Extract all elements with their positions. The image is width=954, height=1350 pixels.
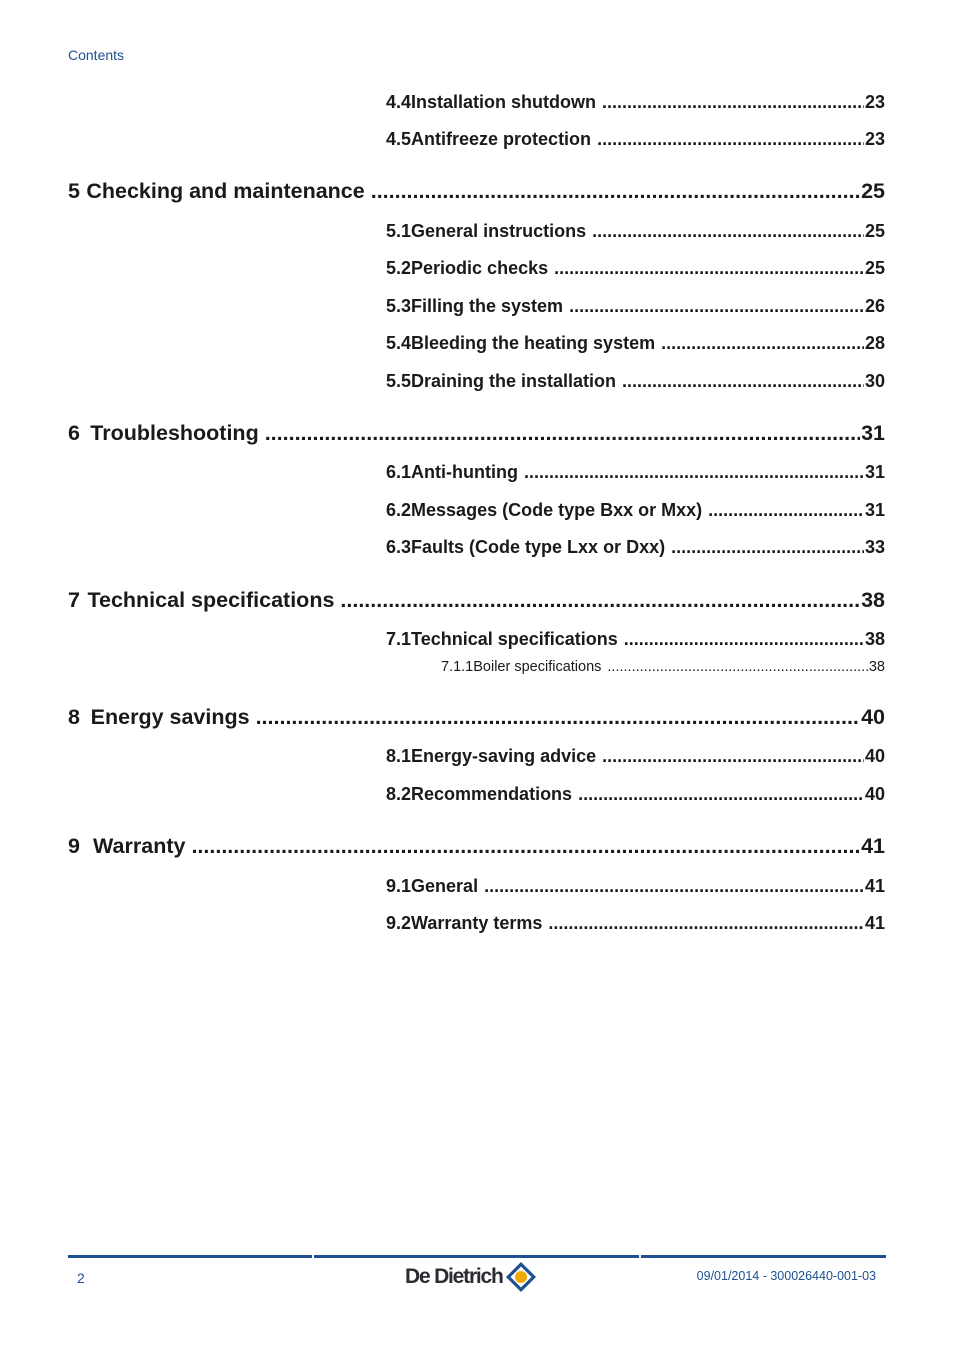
diamond-logo-icon xyxy=(505,1261,537,1293)
toc-entry-page: 25 xyxy=(864,258,885,278)
toc-entry-page: 41 xyxy=(864,913,885,933)
toc-entry-title: Bleeding the heating system xyxy=(411,333,656,353)
toc-entry-level-2[interactable] xyxy=(386,371,885,392)
brand-logo xyxy=(405,1260,537,1294)
toc-entry-page: 31 xyxy=(864,500,885,520)
toc-entry-level-2[interactable] xyxy=(386,221,885,242)
toc-entry-page: 31 xyxy=(861,421,885,445)
toc-dot-leader xyxy=(265,421,860,446)
toc-entry-number: 5.3 xyxy=(386,296,412,316)
toc-entry-page: 23 xyxy=(864,129,885,149)
toc-dot-leader xyxy=(622,371,864,392)
toc-entry-level-2[interactable] xyxy=(386,537,885,558)
toc-dot-leader xyxy=(597,129,864,150)
toc-entry-number: 5 xyxy=(68,179,80,203)
toc-entry-page: 25 xyxy=(864,221,885,241)
toc-entry-page: 38 xyxy=(861,588,885,612)
toc-entry-page: 31 xyxy=(864,462,885,482)
toc-entry-page: 30 xyxy=(864,371,885,391)
toc-entry-page: 26 xyxy=(864,296,885,316)
toc-entry-level-1[interactable] xyxy=(68,705,885,730)
toc-entry-title: Installation shutdown xyxy=(411,92,597,112)
toc-entry-number: 6.2 xyxy=(386,500,412,520)
toc-entry-level-1[interactable] xyxy=(68,834,885,859)
toc-entry-page: 40 xyxy=(864,784,885,804)
toc-dot-leader xyxy=(602,746,864,767)
toc-entry-page: 25 xyxy=(861,179,885,203)
toc-entry-level-2[interactable] xyxy=(386,462,885,483)
toc-dot-leader xyxy=(569,296,864,317)
header-section-label: Contents xyxy=(68,47,125,63)
toc-entry-level-2[interactable] xyxy=(386,746,885,767)
toc-entry-level-2[interactable] xyxy=(386,500,885,521)
toc-entry-level-1[interactable] xyxy=(68,588,885,613)
toc-entry-title: Energy-saving advice xyxy=(411,746,597,766)
toc-entry-title: General xyxy=(411,876,479,896)
toc-entry-number: 5.5 xyxy=(386,371,412,391)
toc-entry-number: 4.5 xyxy=(386,129,412,149)
toc-entry-title: Periodic checks xyxy=(411,258,549,278)
toc-dot-leader xyxy=(607,659,867,675)
toc-entry-number: 7 xyxy=(68,588,80,612)
toc-entry-page: 40 xyxy=(864,746,885,766)
toc-entry-title: Antifreeze protection xyxy=(411,129,592,149)
toc-entry-page: 28 xyxy=(864,333,885,353)
toc-entry-level-2[interactable] xyxy=(386,333,885,354)
toc-entry-number: 7.1.1 xyxy=(441,659,474,675)
toc-entry-page: 38 xyxy=(864,629,885,649)
toc-entry-level-1[interactable] xyxy=(68,421,885,446)
toc-entry-page: 41 xyxy=(861,834,885,858)
toc-entry-number: 8.2 xyxy=(386,784,412,804)
toc-entry-title: Faults (Code type Lxx or Dxx) xyxy=(411,537,666,557)
toc-entry-level-2[interactable] xyxy=(386,92,885,113)
toc-dot-leader xyxy=(661,333,864,354)
toc-entry-page: 38 xyxy=(868,659,885,675)
toc-dot-leader xyxy=(371,179,860,204)
footer-rule xyxy=(68,1255,886,1258)
toc-dot-leader xyxy=(256,705,861,730)
toc-entry-number: 5.1 xyxy=(386,221,412,241)
toc-entry-number: 4.4 xyxy=(386,92,412,112)
toc-entry-number: 6 xyxy=(68,421,80,445)
toc-entry-number: 8 xyxy=(68,705,80,729)
toc-entry-title: Troubleshooting xyxy=(90,421,259,445)
toc-entry-number: 9 xyxy=(68,834,80,858)
toc-entry-number: 5.4 xyxy=(386,333,412,353)
toc-dot-leader xyxy=(191,834,860,859)
toc-dot-leader xyxy=(708,500,864,521)
toc-entry-number: 9.1 xyxy=(386,876,412,896)
document-reference: 09/01/2014 - 300026440-001-03 xyxy=(696,1269,876,1283)
toc-entry-level-2[interactable] xyxy=(386,296,885,317)
toc-dot-leader xyxy=(624,629,864,650)
toc-entry-number: 8.1 xyxy=(386,746,412,766)
toc-entry-title: Checking and maintenance xyxy=(86,179,365,203)
toc-entry-number: 6.1 xyxy=(386,462,412,482)
toc-dot-leader xyxy=(671,537,864,558)
toc-dot-leader xyxy=(578,784,864,805)
toc-entry-title: Warranty terms xyxy=(411,913,543,933)
toc-entry-page: 33 xyxy=(864,537,885,557)
toc-entry-title: Boiler specifications xyxy=(473,659,602,675)
toc-entry-number: 6.3 xyxy=(386,537,412,557)
toc-dot-leader xyxy=(554,258,864,279)
toc-entry-page: 23 xyxy=(864,92,885,112)
toc-entry-title: Technical specifications xyxy=(411,629,618,649)
toc-entry-title: General instructions xyxy=(411,221,587,241)
toc-entry-title: Energy savings xyxy=(90,705,250,729)
toc-entry-title: Messages (Code type Bxx or Mxx) xyxy=(411,500,703,520)
toc-dot-leader xyxy=(524,462,864,483)
toc-entry-level-2[interactable] xyxy=(386,784,885,805)
toc-dot-leader xyxy=(592,221,864,242)
toc-entry-level-1[interactable] xyxy=(68,179,885,204)
toc-entry-level-3[interactable] xyxy=(441,659,885,675)
brand-name: De Dietrich xyxy=(405,1265,503,1288)
toc-entry-title: Technical specifications xyxy=(87,588,335,612)
toc-dot-leader xyxy=(484,876,864,897)
toc-entry-level-2[interactable] xyxy=(386,913,885,934)
toc-entry-number: 7.1 xyxy=(386,629,412,649)
toc-entry-title: Anti-hunting xyxy=(411,462,518,482)
toc-entry-title: Warranty xyxy=(93,834,186,858)
toc-entry-title: Filling the system xyxy=(411,296,564,316)
toc-entry-level-2[interactable] xyxy=(386,129,885,150)
toc-entry-page: 41 xyxy=(864,876,885,896)
page-number: 2 xyxy=(77,1270,85,1286)
toc-dot-leader xyxy=(602,92,864,113)
toc-dot-leader xyxy=(548,913,864,934)
toc-entry-title: Recommendations xyxy=(411,784,573,804)
toc-entry-title: Draining the installation xyxy=(411,371,617,391)
toc-entry-number: 9.2 xyxy=(386,913,412,933)
toc-dot-leader xyxy=(340,588,860,613)
toc-entry-level-2[interactable] xyxy=(386,258,885,279)
toc-entry-number: 5.2 xyxy=(386,258,412,278)
toc-entry-page: 40 xyxy=(861,705,885,729)
toc-entry-level-2[interactable] xyxy=(386,629,885,650)
toc-entry-level-2[interactable] xyxy=(386,876,885,897)
